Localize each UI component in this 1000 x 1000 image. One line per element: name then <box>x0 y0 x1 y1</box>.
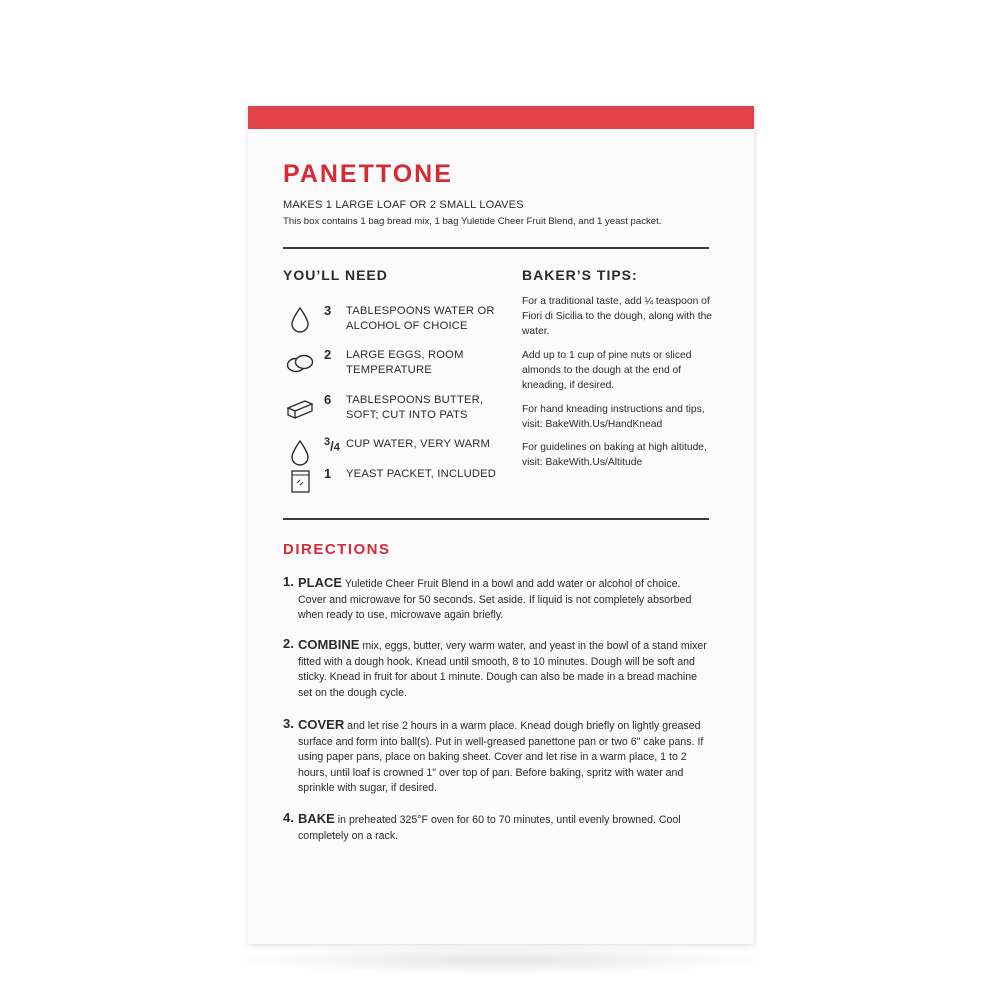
need-item-water <box>283 303 513 340</box>
fraction-denominator: 4 <box>333 441 340 454</box>
step-text: Yuletide Cheer Fruit Blend in a bowl and add water or alcohol of choice. Cover and microwave for 50 seconds. Set aside. If liquid is not completely absorbed when ready to use, microwave again briefly. <box>298 578 692 621</box>
youll-need-heading: YOU’LL NEED <box>283 267 388 283</box>
need-qty-fraction <box>324 436 340 453</box>
recipe-title: PANETTONE <box>283 160 453 188</box>
need-qty: 6 <box>324 392 332 407</box>
tip-item: For guidelines on baking at high altitude, visit: BakeWith.Us/Altitude <box>522 442 707 468</box>
eggs-icon <box>287 350 313 376</box>
need-item-eggs <box>283 347 513 384</box>
box-contents-text: This box contains 1 bag bread mix, 1 bag Yuletide Cheer Fruit Blend, and 1 yeast packet. <box>283 216 662 227</box>
recipe-box-back <box>248 106 754 944</box>
direction-step <box>283 811 709 844</box>
need-qty: 2 <box>324 347 332 362</box>
need-item-butter <box>283 392 513 429</box>
tip-item: Add up to 1 cup of pine nuts or sliced almonds to the dough at the end of kneading, if desired. <box>522 350 692 391</box>
tip-item: For a traditional taste, add ¼ teaspoon of Fiori di Sicilia to the dough, along with the water. <box>522 296 713 337</box>
directions-heading: DIRECTIONS <box>283 541 391 558</box>
need-qty: 3 <box>324 303 332 318</box>
step-text: mix, eggs, butter, very warm water, and yeast in the bowl of a stand mixer fitted with a dough hook. Knead until smooth, 8 to 10 minutes. Dough will be soft and sticky. Knead in fruit for about 1 minute. Dough can also be made in a bread machine set on the dough cycle. <box>298 640 707 699</box>
red-top-band <box>248 106 754 129</box>
step-number: 3. <box>283 716 294 731</box>
direction-step <box>283 575 709 624</box>
water-drop-icon <box>287 439 313 465</box>
divider <box>283 247 709 249</box>
fraction-slash: / <box>330 438 334 454</box>
step-verb: BAKE <box>298 811 335 826</box>
need-text: LARGE EGGS, ROOM TEMPERATURE <box>346 349 464 376</box>
need-text: TABLESPOONS WATER OR ALCOHOL OF CHOICE <box>346 305 495 332</box>
step-number: 1. <box>283 574 294 589</box>
box-shadow <box>232 945 768 975</box>
step-verb: COMBINE <box>298 637 360 652</box>
divider <box>283 518 709 520</box>
bakers-tips-heading: BAKER’S TIPS: <box>522 267 638 283</box>
need-item-yeast <box>283 466 513 503</box>
step-verb: COVER <box>298 717 345 732</box>
step-text: and let rise 2 hours in a warm place. Knead dough briefly on lightly greased surface and form into ball(s). Put in well-greased panettone pan or two 6" cake pans. If using paper pans, place on baking sheet. Cover and let rise in a warm place, 1 to 2 hours, until loaf is crowned 1" over top of pan. Before baking, spritz with water and sprinkle with sugar, if desired. <box>298 720 704 794</box>
step-number: 4. <box>283 810 294 825</box>
step-verb: PLACE <box>298 575 343 590</box>
direction-step <box>283 637 709 701</box>
step-number: 2. <box>283 636 294 651</box>
need-qty: 1 <box>324 466 332 481</box>
need-text: CUP WATER, VERY WARM <box>346 438 491 450</box>
direction-step <box>283 717 709 797</box>
fraction-numerator: 3 <box>324 436 331 448</box>
water-drop-icon <box>287 306 313 332</box>
butter-stick-icon <box>287 395 313 421</box>
yield-text: MAKES 1 LARGE LOAF OR 2 SMALL LOAVES <box>283 199 524 211</box>
need-text: YEAST PACKET, INCLUDED <box>346 468 497 480</box>
step-text: in preheated 325°F oven for 60 to 70 minutes, until evenly browned. Cool completely on a rack. <box>298 814 681 842</box>
tip-item: For hand kneading instructions and tips, visit: BakeWith.Us/HandKnead <box>522 404 705 430</box>
need-text: TABLESPOONS BUTTER, SOFT; CUT INTO PATS <box>346 394 484 421</box>
yeast-packet-icon <box>287 469 313 495</box>
